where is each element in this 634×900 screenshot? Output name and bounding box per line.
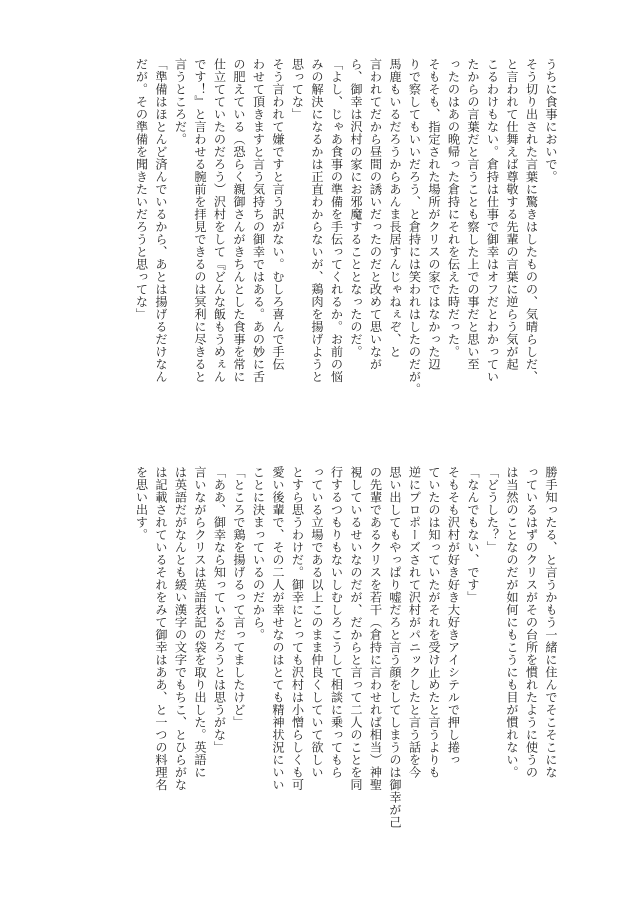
text-line: の先輩であるクリスを若干（倉持に言わせれば相当）神聖: [368, 466, 383, 791]
text-line: と言われて仕舞えば尊敬する先輩の言葉に逆らう気が起: [505, 58, 519, 371]
text-line: 視しているせいなのだが、だからと言って二人のことを同: [349, 466, 363, 791]
text-line: わせて頂きますと言う気持ちの御幸ではある。あの妙に舌: [251, 58, 266, 383]
text-line: 「どうした？」: [485, 466, 500, 554]
text-line: 「ああ、御幸なら知っているだろうとは思うがな」: [212, 466, 227, 754]
text-line: 言うところだ。: [173, 58, 188, 146]
text-line: 言いながらクリスは英語表記の袋を取り出した。英語に: [193, 466, 207, 779]
text-line: そもそも、指定された場所がクリスの家ではなかった辺: [427, 58, 441, 371]
text-line: 逆にプロポーズされて沢村がパニックしたと言う話を今: [407, 466, 422, 779]
text-line: 勝手知ったる、と言うかもう一緒に住んでそこそこにな: [544, 466, 558, 779]
text-line: っている立場である以上このまま仲良くしていて欲しい: [310, 466, 324, 779]
text-line: は当然のことなのだが如何にもこうにも目が慣れない。: [505, 466, 519, 779]
text-line: 思ってな」: [290, 58, 305, 121]
text-line: 思い出してもやっぱり嘘だろと言う顔をしてしまうのは御幸が己: [388, 466, 402, 829]
text-line: 言われてだから昼間の誘いだったのだと改めて思いなが: [368, 58, 383, 371]
text-line: ことに決まっているのだから。: [251, 466, 266, 641]
text-line: みの解決になるかは正直わからないが、鶏肉を揚げようと: [310, 58, 324, 383]
text-line: 「ところで鶏を揚げるって言ってましたけど」: [232, 466, 246, 729]
lower-text-block: [80, 466, 560, 846]
text-line: の肥えている（恐らく親御さんがきちんとした食事を常に: [232, 58, 246, 383]
text-line: 「よし、じゃあ食事の準備を手伝ってくれるか。お前の悩: [329, 58, 344, 383]
text-line: 愛い後輩で、その二人が幸せなのはとても精神状況にいい: [271, 466, 285, 791]
text-line: りで察してもいいだろう、と倉持には笑われはしたのだが。: [407, 58, 422, 396]
text-line: 「準備はほとんど済んでいるから、あとは揚げるだけなん: [154, 58, 168, 383]
text-line: 「なんでもない、です」: [466, 466, 480, 604]
text-line: です！』と言わせる腕前を拝見できるのは冥利に尽きると: [193, 58, 207, 383]
text-line: 仕立てていたのだろう）沢村をして『どんな飯もうめぇん: [212, 58, 227, 383]
text-line: たからの言葉だと言うことも察した上での事だと思い至: [466, 58, 480, 371]
text-line: うちに食事においで。: [544, 58, 558, 183]
text-line: を思い出す。: [134, 466, 149, 541]
text-line: ったのはあの晩帰った倉持にそれを伝えた時だった。: [446, 58, 461, 358]
text-line: 馬鹿もいるだろうからあんま長居すんじゃねぇぞ、と: [388, 58, 402, 358]
text-line: っているはずのクリスがその台所を慣れたように使うの: [524, 466, 539, 779]
text-line: こるわけもない。倉持は仕事で御幸はオフだとわかってい: [485, 58, 500, 383]
text-line: ていたのは知っていたがそれを受け止めたと言うよりも: [427, 466, 441, 779]
text-line: ら、御幸は沢村の家にお邪魔することとなったのだ。: [349, 58, 363, 358]
text-line: だが。その準備を聞きたいだろうと思ってな」: [134, 58, 149, 321]
upper-text-block: [80, 58, 560, 438]
text-line: そもそも沢村が好き好き大好きアイシテルで押し捲っ: [446, 466, 461, 766]
text-line: そう切り出された言葉に驚きはしたものの、気晴らしだ、: [524, 58, 539, 383]
text-line: そう言われて嫌ですと言う訳がない。むしろ喜んで手伝: [271, 58, 285, 371]
text-line: は英語だがなんとも緩い漢字の文字でもちこ、とひらがな: [173, 466, 188, 791]
text-line: 行するつもりもないしむしろこうして相談に乗ってもら: [329, 466, 344, 779]
text-line: とすら思うわけだ。御幸にとっても沢村は小憎らしくも可: [290, 466, 305, 791]
text-line: は記載されているそれをみて御幸はああ、と一つの料理名: [154, 466, 168, 791]
